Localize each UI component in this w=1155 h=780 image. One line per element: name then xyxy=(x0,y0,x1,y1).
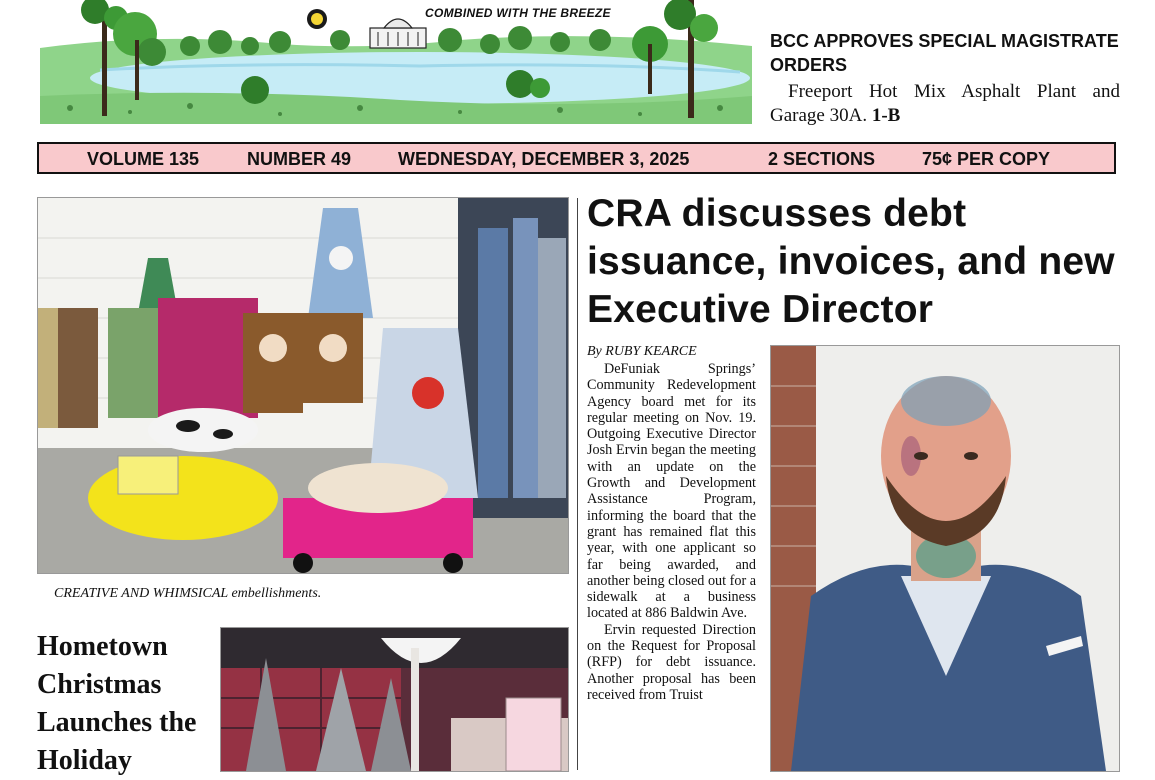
teaser-headline[interactable]: BCC APPROVES SPECIAL MAGISTRATE ORDERS xyxy=(770,31,1119,75)
column-divider xyxy=(577,198,578,770)
cra-headline[interactable]: CRA discusses debt issuance, invoices, and new Executive Director xyxy=(587,192,1115,331)
issue-info-bar xyxy=(37,142,1116,174)
number-label: NUMBER 49 xyxy=(247,149,352,169)
teaser-body-text: Freeport Hot Mix Asphalt Plant and Garage 30A. xyxy=(770,81,1120,126)
cra-article-body xyxy=(587,361,756,703)
cra-byline: By RUBY KEARCE xyxy=(587,344,697,359)
boutique-photo-caption: CREATIVE AND WHIMSICAL embellishments. xyxy=(54,586,322,601)
christmas-market-photo[interactable] xyxy=(220,627,569,772)
boutique-photo-icon xyxy=(38,198,568,573)
christmas-market-photo-icon xyxy=(221,628,568,771)
teaser-body xyxy=(770,80,1120,128)
date-label: WEDNESDAY, DECEMBER 3, 2025 xyxy=(398,149,690,169)
volume-label: VOLUME 135 xyxy=(87,149,200,169)
masthead-lake-illustration xyxy=(40,0,752,124)
cra-paragraph: Ervin requested Direction on the Request for Proposal (RFP) for debt issuance. Another proposal has been received from Truist xyxy=(587,621,756,703)
price-label: 75¢ PER COPY xyxy=(922,149,1051,169)
hometown-headline[interactable]: Hometown Christmas Launches the Holiday xyxy=(37,631,197,776)
portrait-photo[interactable] xyxy=(770,345,1120,772)
boutique-photo[interactable] xyxy=(37,197,569,574)
sections-label: 2 SECTIONS xyxy=(768,149,876,169)
teaser-page-ref[interactable]: 1-B xyxy=(871,105,901,126)
portrait-photo-icon xyxy=(771,346,1119,771)
combined-with-label: COMBINED WITH THE BREEZE xyxy=(425,6,611,20)
cra-paragraph: DeFuniak Springs’ Community Redevelopment Agency board met for its regular meeting on Nov. 19. Outgoing Executive Director Josh Ervin began the meeting with an update on the Growth and Development Assistance Program, informing the board that the grant has remained flat this year, with one applicant so far being awarded, and another being closed out for a sidewalk at a business located at 886 Baldwin Ave. xyxy=(587,361,757,622)
